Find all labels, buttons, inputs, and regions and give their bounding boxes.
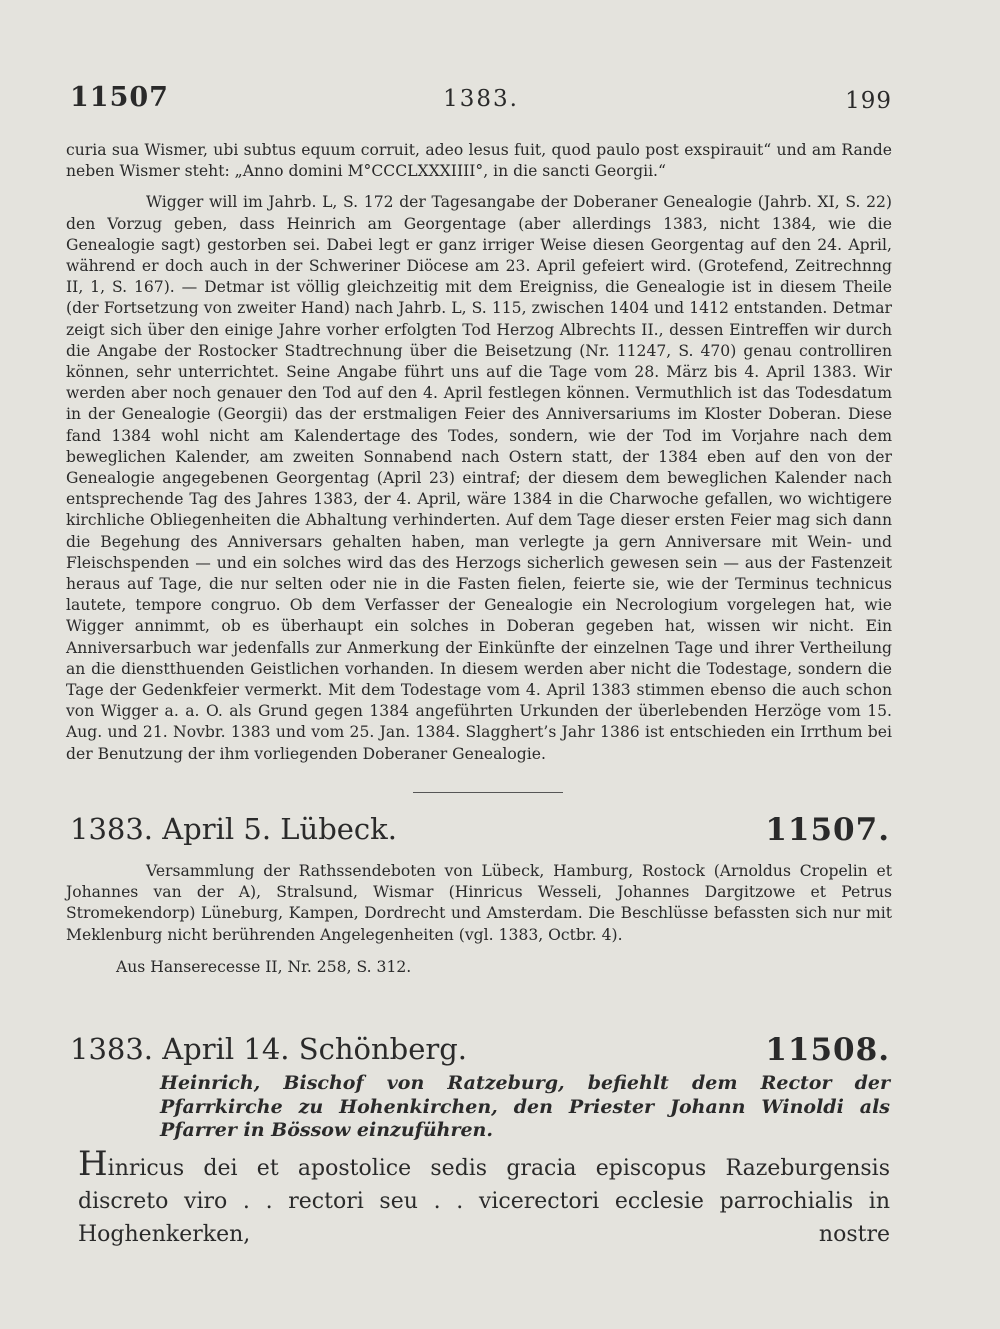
entry-date-place: 1383. April 5. Lübeck. [70,812,397,846]
charter-body: inricus dei et apostolice sedis gracia episcopus Razeburgensis discreto viro . . rectori seu . . vicerectori ecclesie parrochialis in Hoghenkerken, nostre [78,1156,890,1247]
charter-initial: H [78,1144,108,1184]
commentary-notes [66,140,892,765]
entry-source-note: Aus Hanserecesse II, Nr. 258, S. 312. [116,958,412,976]
charter-text [78,1144,890,1251]
page-header [70,82,892,122]
entry-number: 11507. [765,812,890,848]
entry-heading-11507 [70,812,890,852]
entry-heading-11508 [70,1032,890,1072]
entry-11507-body [66,861,892,946]
entry-number: 11508. [765,1032,890,1068]
page-number: 199 [845,88,892,114]
running-year: 1383. [443,86,519,112]
entry-regest: Heinrich, Bischof von Ratzeburg, befiehlt dem Rector der Pfarrkirche zu Hohenkirchen, den Priester Johann Winoldi als Pfarrer in Bössow einzuführen. [160,1072,890,1141]
notes-paragraph-wigger: Wigger will im Jahrb. L, S. 172 der Tagesangabe der Doberaner Genealogie (Jahrb. XI, S. 22) den Vorzug geben, dass Heinrich am Georgentage (aber allerdings 1383, nicht 1384, wie die Genealogie sagt) gestorben sei. Dabei legt er ganz irriger Weise diesen Georgentag auf den 24. April, während er doch auch in der Schweriner Diöcese am 23. April gefeiert wird. (Grotefend, Zeitrechnng II, 1, S. 167). — Detmar ist völlig gleichzeitig mit dem Ereigniss, die Genealogie ist in diesem Theile (der Fortsetzung von zweiter Hand) nach Jahrb. L, S. 115, zwischen 1404 und 1412 entstanden. Detmar zeigt sich über den einige Jahre vorher erfolgten Tod Herzog Albrechts II., dessen Eintreffen wir durch die Angabe der Rostocker Stadtrechnung über die Beisetzung (Nr. 11247, S. 470) genau controlliren können, sehr unterrichtet. Seine Angabe führt uns auf die Tage vom 28. März bis 4. April 1383. Wir werden aber noch genauer den Tod auf den 4. April festlegen können. Vermuthlich ist das Todesdatum in der Genealogie (Georgii) das der erstmaligen Feier des Anniversariums im Kloster Doberan. Diese fand 1384 wohl nicht am Kalendertage des Todes, sondern, wie der Tod im Vorjahre nach dem beweglichen Kalender, am zweiten Sonnabend nach Ostern statt, der 1384 eben auf den von der Genealogie angegebenen Georgentag (April 23) eintraf; der diesem dem beweglichen Kalender nach entsprechende Tag des Jahres 1383, der 4. April, wäre 1384 in die Charwoche gefallen, wo wichtigere kirchliche Obliegenheiten die Abhaltung verhinderten. Auf dem Tage dieser ersten Feier mag sich dann die Begehung des Anniversars gehalten haben, man verlegte ja gern Anniversare mit Wein- und Fleischspenden — und ein solches wird das des Herzogs sicherlich gewesen sein — aus der Fastenzeit heraus auf Tage, die nur selten oder nie in die Fasten fielen, feierte sie, wie der Terminus technicus lautete, tempore congruo. Ob dem Verfasser der Genealogie ein Necrologium vorgelegen hat, wie Wigger annimmt, ob es überhaupt ein solches in Doberan gegeben hat, wissen wir nicht. Ein Anniversarbuch war jedenfalls zur Anmerkung der Einkünfte der einzelnen Tage und ihrer Vertheilung an die dienstthuenden Geistlichen vorhanden. In diesem werden aber nicht die Todestage, sondern die Tage der Gedenkfeier vermerkt. Mit dem Todestage vom 4. April 1383 stimmen ebenso die auch schon von Wigger a. a. O. als Grund gegen 1384 angeführten Urkunden der überlebenden Herzöge vom 15. Aug. und 21. Novbr. 1383 und vom 25. Jan. 1384. Slagghert’s Jahr 1386 ist entschieden ein Irrthum bei der Benutzung der ihm vorliegenden Doberaner Genealogie. [66,193,892,763]
notes-paragraph-continued: curia sua Wismer, ubi subtus equum corruit, adeo lesus fuit, quod paulo post exspirauit“ und am Rande neben Wismer steht: „Anno domini M°CCCLXXXIIII°, in die sancti Georgii.“ [66,141,892,181]
entry-date-place: 1383. April 14. Schönberg. [70,1032,468,1066]
section-divider [413,792,563,793]
entry-summary: Versammlung der Rathssendeboten von Lübeck, Hamburg, Rostock (Arnoldus Cropelin et Johannes van der A), Stralsund, Wismar (Hinricus Wesseli, Johannes Dargitzowe et Petrus Stromekendorp) Lüneburg, Kampen, Dordrecht und Amsterdam. Die Beschlüsse befassten sich nur mit Meklenburg nicht berührenden Angelegenheiten (vgl. 1383, Octbr. 4). [66,862,892,944]
running-doc-number: 11507 [70,82,169,113]
